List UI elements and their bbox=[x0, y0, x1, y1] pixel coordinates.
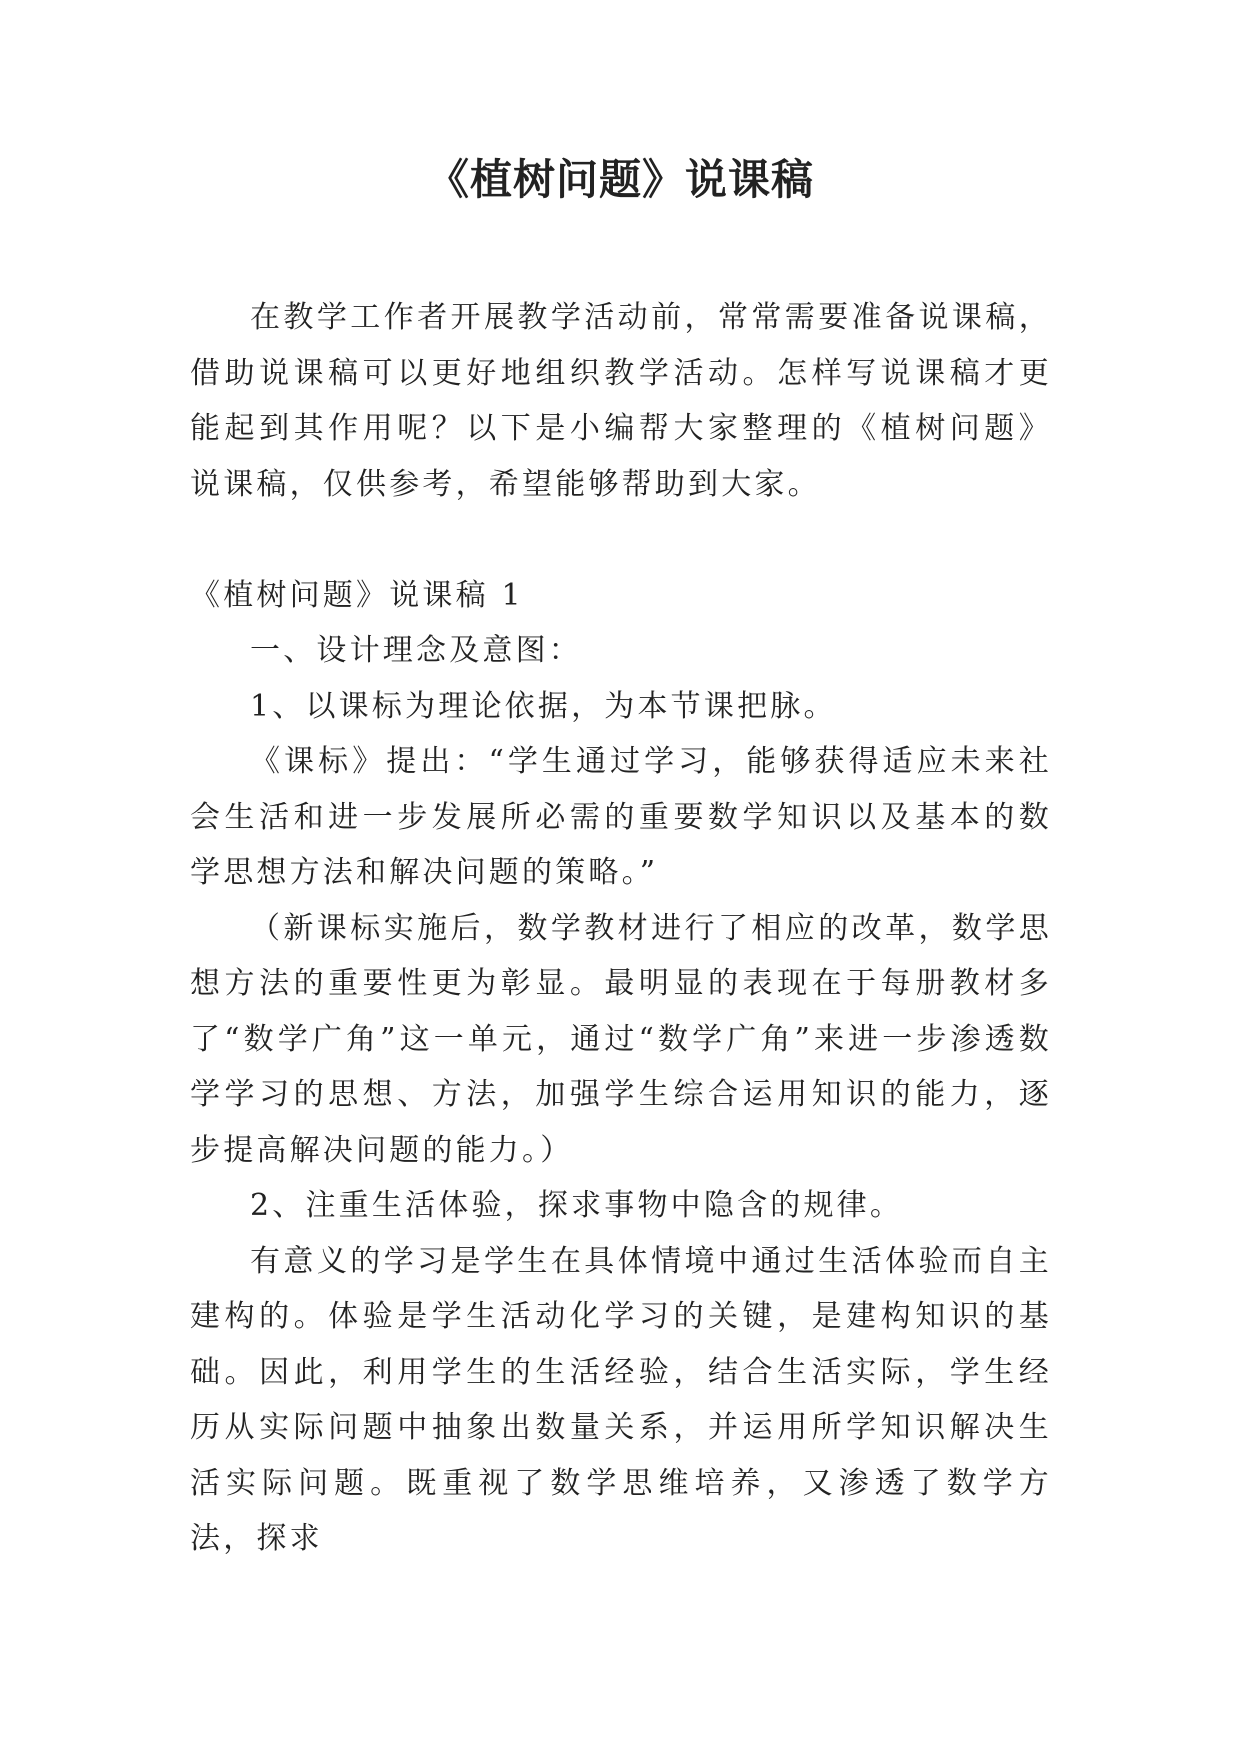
point-one-heading: 1、以课标为理论依据，为本节课把脉。 bbox=[250, 688, 837, 724]
document-body bbox=[190, 290, 1052, 1567]
point-one-quote: 《课标》提出：“学生通过学习，能够获得适应未来社会生活和进一步发展所必需的重要数学知识以及基本的数学思想方法和解决问题的策略。” bbox=[190, 744, 1052, 890]
section-heading: 《植树问题》说课稿 1 bbox=[190, 577, 524, 613]
point-two-body: 有意义的学习是学生在具体情境中通过生活体验而自主建构的。体验是学生活动化学习的关键，是建构知识的基础。因此，利用学生的生活经验，结合生活实际，学生经历从实际问题中抽象出数量关系，并运用所学知识解决生活实际问题。既重视了数学思维培养，又渗透了数学方法，探求 bbox=[190, 1243, 1052, 1556]
intro-paragraph: 在教学工作者开展教学活动前，常常需要准备说课稿，借助说课稿可以更好地组织教学活动。怎样写说课稿才更能起到其作用呢？以下是小编帮大家整理的《植树问题》说课稿，仅供参考，希望能够帮助到大家。 bbox=[190, 300, 1052, 502]
point-two-heading: 2、注重生活体验，探求事物中隐含的规律。 bbox=[250, 1188, 904, 1223]
part-one-heading: 一、设计理念及意图： bbox=[250, 633, 582, 668]
paragraph-gap bbox=[190, 512, 1052, 568]
document-title: 《植树问题》说课稿 bbox=[426, 155, 814, 204]
point-one-note: （新课标实施后，数学教材进行了相应的改革，数学思想方法的重要性更为彰显。最明显的表现在于每册教材多了“数学广角”这一单元，通过“数学广角”来进一步渗透数学学习的思想、方法，加强学生综合运用知识的能力，逐步提高解决问题的能力。） bbox=[190, 910, 1052, 1168]
